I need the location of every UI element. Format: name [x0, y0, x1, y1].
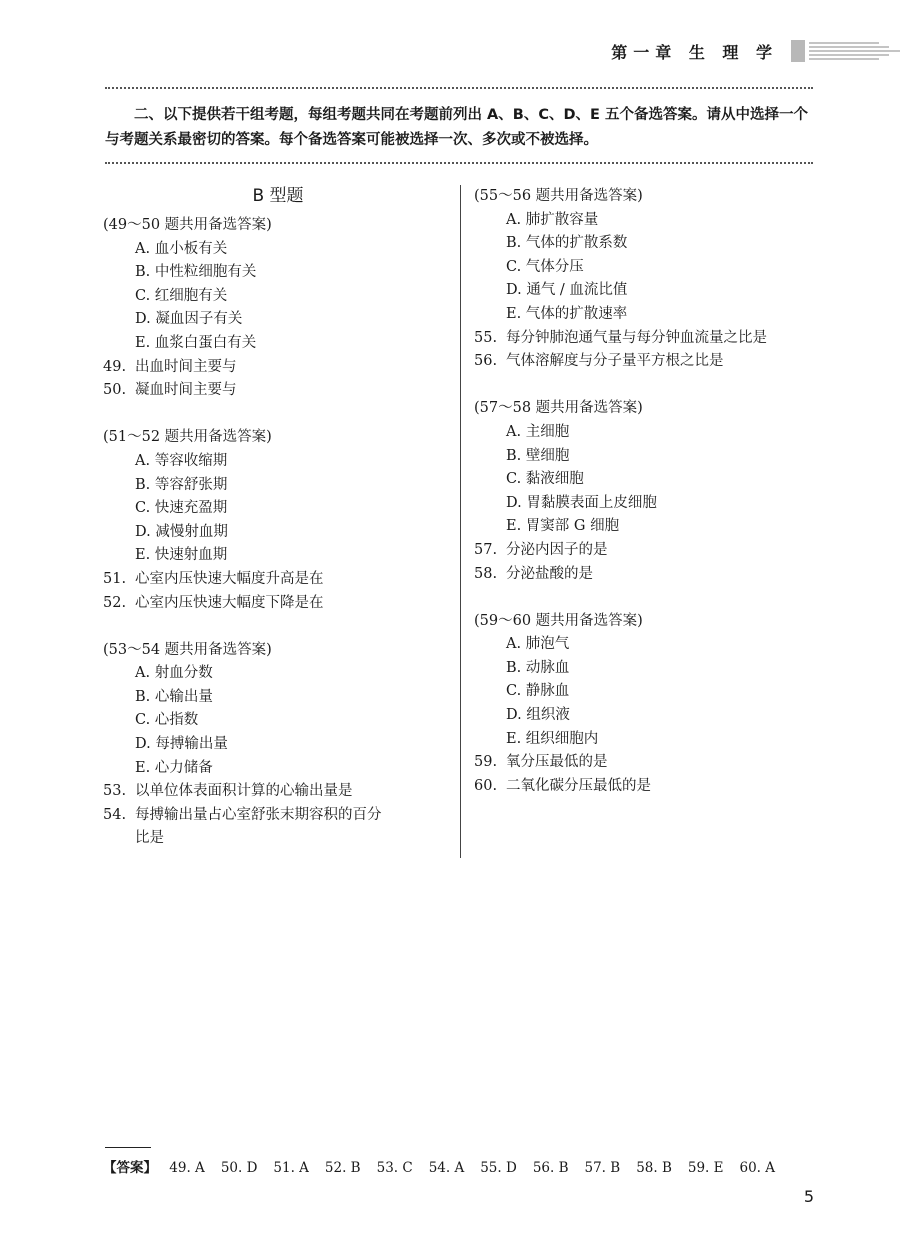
answer-option: D. 凝血因子有关 — [135, 311, 243, 328]
answer-item: 50. D — [220, 1160, 258, 1176]
question-text: 每分钟肺泡通气量与每分钟血流量之比是 — [506, 329, 767, 346]
question-text: 氧分压最低的是 — [506, 754, 608, 771]
question-number: 57. — [474, 541, 498, 558]
group-header: (51～52 题共用备选答案) — [103, 429, 272, 446]
answer-option: B. 动脉血 — [506, 659, 570, 676]
answer-item: 55. D — [480, 1160, 517, 1176]
dotted-divider-bottom — [105, 162, 813, 164]
question-item — [103, 804, 453, 828]
question-item — [474, 327, 844, 351]
question-text: 气体溶解度与分子量平方根之比是 — [506, 353, 724, 370]
question-text: 每搏输出量占心室舒张末期容积的百分 — [135, 806, 382, 823]
question-text: 二氧化碳分压最低的是 — [506, 777, 651, 794]
answer-option: E. 胃窦部 G 细胞 — [506, 518, 620, 535]
question-item — [474, 751, 844, 775]
answer-option: A. 血小板有关 — [135, 240, 228, 257]
answer-option: E. 气体的扩散速率 — [506, 305, 628, 322]
section-intro: 二、以下提供若干组考题，每组考题共同在考题前列出 A、B、C、D、E 五个备选答案。请从中选择一个与考题关系最密切的答案。每个备选答案可能被选择一次、多次或不被选择。 — [105, 107, 808, 148]
question-item — [474, 563, 844, 587]
answer-option: C. 红细胞有关 — [135, 287, 228, 304]
question-number: 54. — [103, 806, 127, 823]
answer-item: 52. B — [324, 1160, 361, 1176]
group-header: (57～58 题共用备选答案) — [474, 400, 643, 417]
answer-option: E. 快速射血期 — [135, 547, 228, 564]
answer-option: A. 射血分数 — [135, 665, 213, 682]
question-text: 心室内压快速大幅度升高是在 — [135, 570, 324, 587]
group-header: (49～50 题共用备选答案) — [103, 217, 272, 233]
question-text: 心室内压快速大幅度下降是在 — [135, 594, 324, 611]
answer-option: B. 壁细胞 — [506, 447, 570, 464]
answer-item: 51. A — [273, 1160, 309, 1176]
chapter-header: 第一章 生 理 学 — [611, 43, 778, 62]
answer-option: E. 组织细胞内 — [506, 730, 599, 747]
question-text: 以单位体表面积计算的心输出量是 — [135, 783, 353, 800]
answer-option: C. 静脉血 — [506, 683, 570, 700]
question-number: 56. — [474, 353, 498, 370]
question-item — [474, 350, 844, 374]
answer-item: 59. E — [687, 1160, 724, 1176]
header-decoration — [791, 40, 900, 62]
question-number: 60. — [474, 777, 498, 794]
answer-item: 54. A — [428, 1160, 465, 1176]
answer-item: 58. B — [636, 1160, 672, 1176]
answer-key — [103, 1156, 791, 1176]
answer-item: 60. A — [739, 1160, 776, 1176]
answer-option: A. 肺扩散容量 — [506, 211, 599, 228]
answer-option: B. 气体的扩散系数 — [506, 235, 628, 252]
answer-option: C. 快速充盈期 — [135, 500, 228, 517]
answer-option: B. 中性粒细胞有关 — [135, 264, 257, 281]
question-item — [103, 568, 453, 592]
answer-option: A. 等容收缩期 — [135, 452, 228, 469]
question-number: 52. — [103, 594, 127, 611]
answer-option: D. 胃黏膜表面上皮细胞 — [506, 494, 657, 511]
question-text: 出血时间主要与 — [135, 358, 237, 375]
question-number: 55. — [474, 329, 498, 346]
question-text: 分泌内因子的是 — [506, 541, 608, 558]
dotted-divider-top — [105, 87, 813, 89]
answer-label: 【答案】 — [103, 1160, 157, 1176]
group-header: (55～56 题共用备选答案) — [474, 188, 643, 204]
question-number: 58. — [474, 565, 498, 582]
question-text-continued: 比是 — [135, 830, 164, 847]
answer-option: C. 黏液细胞 — [506, 471, 584, 488]
answer-item: 49. A — [169, 1160, 205, 1176]
answer-option: D. 减慢射血期 — [135, 523, 228, 540]
page-number: 5 — [803, 1187, 814, 1206]
answer-item: 57. B — [584, 1160, 621, 1176]
question-text: 凝血时间主要与 — [135, 382, 237, 399]
answer-option: E. 血浆白蛋白有关 — [135, 334, 257, 351]
question-item — [474, 539, 844, 563]
question-text: 分泌盐酸的是 — [506, 565, 593, 582]
question-number: 49. — [103, 358, 127, 375]
right-column — [474, 185, 844, 798]
question-item — [474, 775, 844, 799]
question-item — [103, 780, 453, 804]
answer-option: D. 每搏输出量 — [135, 736, 228, 753]
question-item — [103, 592, 453, 616]
question-number: 59. — [474, 754, 498, 771]
group-header: (53～54 题共用备选答案) — [103, 641, 272, 658]
question-number: 50. — [103, 382, 127, 399]
question-item — [103, 379, 453, 403]
answer-option: B. 心输出量 — [135, 688, 213, 705]
answer-option: D. 通气 / 血流比值 — [506, 282, 628, 299]
left-column — [103, 182, 453, 851]
answer-option: A. 肺泡气 — [506, 636, 570, 653]
footnote-rule — [105, 1147, 151, 1148]
column-divider — [460, 185, 461, 858]
question-item — [103, 356, 453, 380]
answer-item: 56. B — [532, 1160, 569, 1176]
answer-option: E. 心力储备 — [135, 759, 213, 776]
group-header: (59～60 题共用备选答案) — [474, 612, 643, 629]
answer-item: 53. C — [376, 1160, 413, 1176]
question-number: 51. — [103, 570, 127, 587]
answer-option: A. 主细胞 — [506, 423, 570, 440]
question-number: 53. — [103, 783, 127, 800]
answer-option: C. 心指数 — [135, 712, 199, 729]
answer-option: C. 气体分压 — [506, 258, 584, 275]
section-title: B 型题 — [252, 186, 304, 206]
answer-option: D. 组织液 — [506, 707, 570, 724]
answer-option: B. 等容舒张期 — [135, 476, 228, 493]
